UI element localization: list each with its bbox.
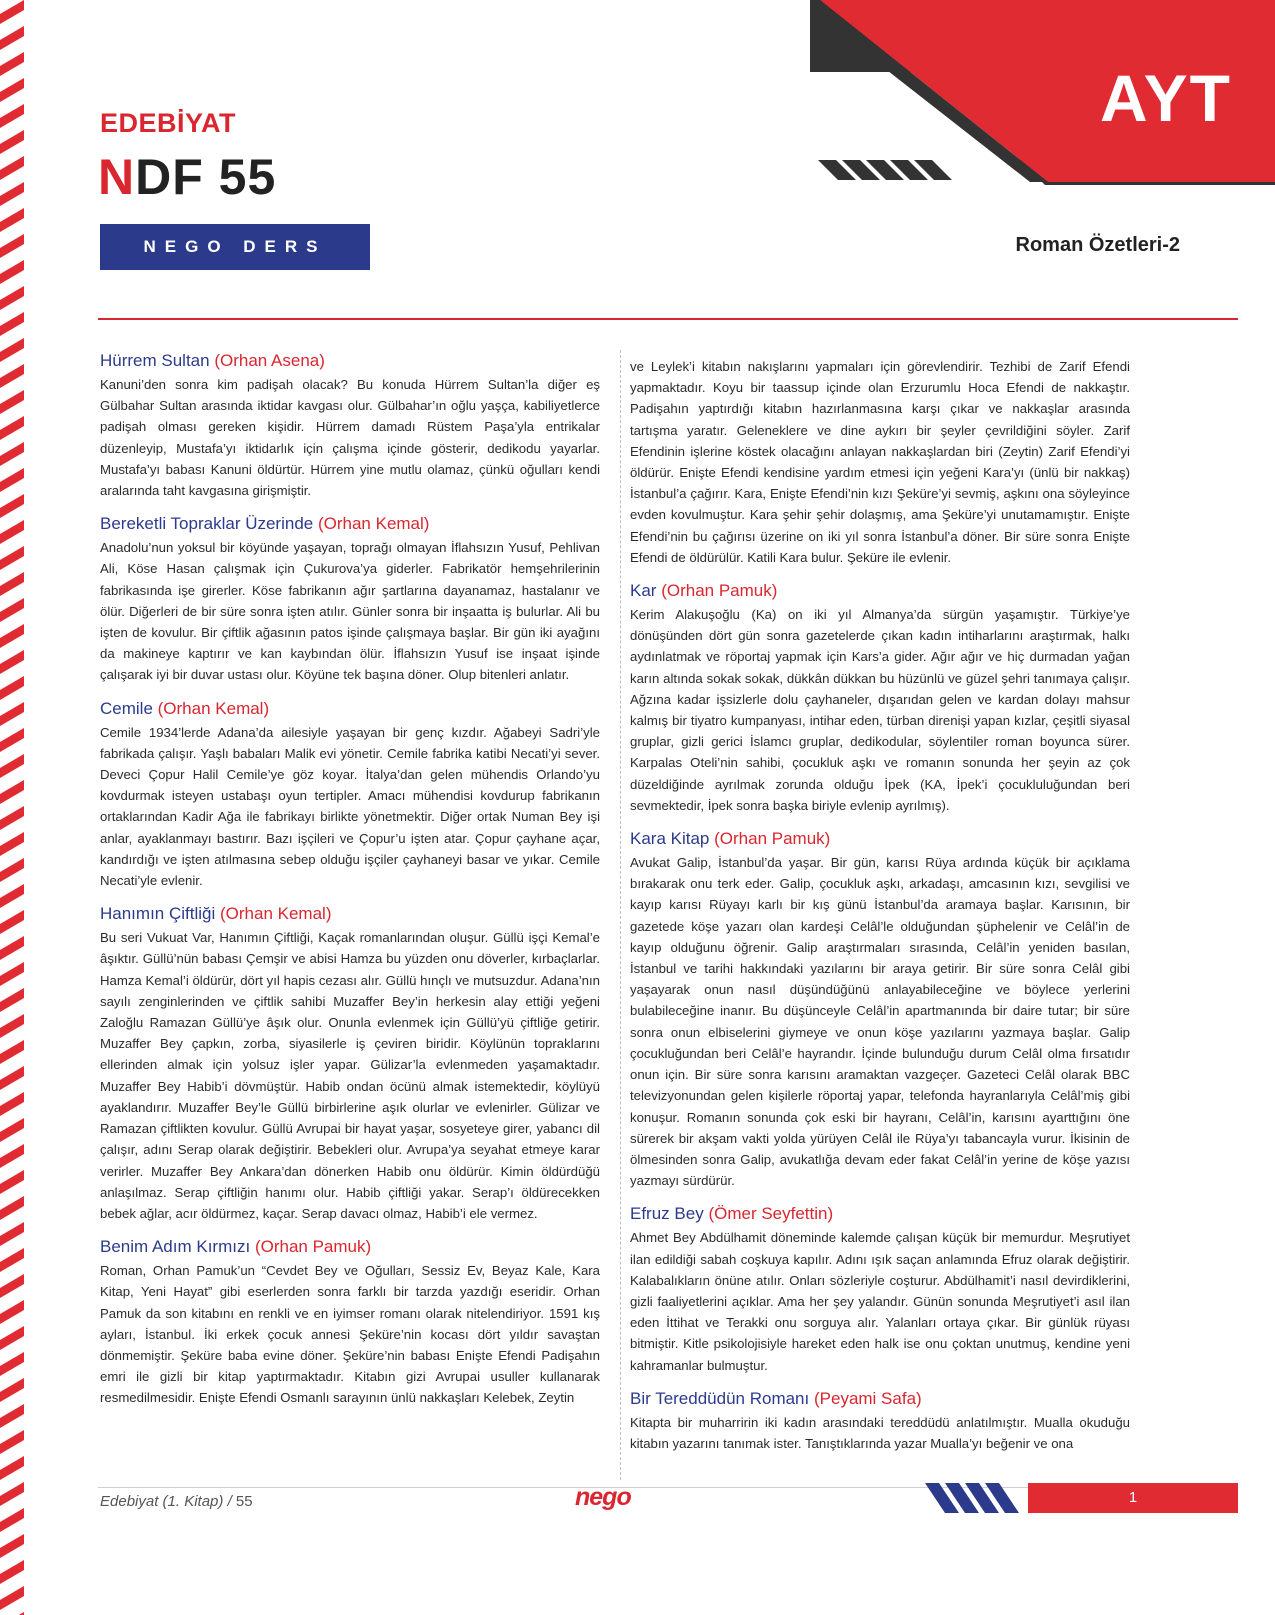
section-bir-tereddudun-romani (630, 1388, 1130, 1454)
section-heading (100, 350, 600, 372)
section-efruz-bey (630, 1203, 1130, 1375)
document-code (98, 148, 276, 206)
book-title: Benim Adım Kırmızı (100, 1237, 251, 1257)
section-heading (100, 513, 600, 535)
logo-text: nego (575, 1483, 631, 1511)
book-author: (Ömer Seyfettin) (708, 1204, 834, 1224)
book-title: Cemile (100, 698, 153, 718)
section-body: Anadolu’nun yoksul bir köyünde yaşayan, toprağı olmayan İflahsızın Yusuf, Pehlivan Ali, Köse Hasan çalışmak için Çukurova’ya giderler. Fabrikatör hemşehrilerinin fabrikasında işe girerler. Köse fabrikanın ağır şartlarına dayanamaz, hastalanır ve ölür. Diğerleri de bir süre sonra işten atılır. Günler sonra bir inşaatta iş bulurlar. Ali bu işten de kovulur. Bir çiftlik ağasının patos işinde çalışmaya başlar. Bir gün iki ayağını da makineye kaptırır ve kan kaybından ölür. İflahsızın Yusuf ise inşaat işinde çalışarak iyi bir duvar ustası olur. Köyüne tek başına döner. Olup bitenleri anlatır. (100, 540, 600, 683)
section-heading (100, 698, 600, 720)
section-heading (100, 903, 600, 925)
section-cemile (100, 698, 600, 892)
section-body: ve Leylek’i kitabın nakışlarını yapmaları için görevlendirir. Tezhibi de Zarif Efendi yapmaktadır. Koyu bir taassup içinde olan Erzurumlu Hoca Efendi de nakkaştır. Padişahın yaptırdığı kitabın hazırlanmasına karşı çıkar ve nakkaşlar arasında tartışma yaratır. Geleneklere ve dine aykırı bir şeyler çevrildiğini söyler. Zarif Efendinin işlerine köstek olacağını anlayan nakkaşlardan biri (Zeytin) Zarif Efendi’yi öldürür. Enişte Efendi kendisine yardım etmesi için yeğeni Kara’yı (ünlü bir nakkaş) İstanbul’a çağırır. Kara, Enişte Efendi’nin kızı Şeküre’yi sevmiş, aşkını ona söyleyince evden kovulmuştur. Kara şehir şehir dolaşmış, ama Şeküre’yi unutamamıştır. Enişte Efendi’nin bu çağırısı üzerine on iki yıl sonra İstanbul’a döner. Bir süre sonra Enişte Efendi de öldürülür. Katili Kara bulur. Şeküre ile evlenir. (630, 359, 1130, 565)
section-hurrem-sultan (100, 350, 600, 501)
page-number: 1 (1028, 1483, 1238, 1513)
section-body: Avukat Galip, İstanbul’da yaşar. Bir gün, karısı Rüya ardında küçük bir açıklama bırakarak onu terk eder. Galip, çocukluk aşkı, arkadaşı, amcasının kızı, sevgilisi ve kayıp karısı Rüyayı karlı bir kış günü İstanbul’da aramaya başlar. Karısının, bir gazetede köşe yazarı olan kardeşi Celâl’le olduğundan şüphelenir ve Celâl’in de kayıp olduğunu öğrenir. Galip araştırmaları sırasında, Celâl’in yeniden basılan, İstanbul ve tarihi hakkındaki yazılarını bir araya getirir. Bir süre sonra Celâl gibi yaşayarak onun nasıl düşündüğünü anlayabileceğine ve böylece yerlerini bulabileceğine inanır. Bu düşünceyle Celâl’in apartmanında bir daire tutar; bir süre sonra onun elbiselerini giymeye ve onun köşe yazılarını yazmaya başlar. Galip çocukluğundan beri Celâl’e hayrandır. İçinde bulunduğu durum Celâl olma fırsatıdır onun için. Bir süre sonra karısını aramaktan vazgeçer. Gazeteci Celâl olarak BBC televizyonundan gelen kişilerle röportaj yapar, telefonda hayranlarıyla Celâl’miş gibi konuşur. Romanın sonunda çok eski bir hayranı, Celâl’in, karısını ayarttığını öne sürerek bir akşam vakti yolda yürüyen Celâl ile Rüya’yı tabancayla vurur. İkisinin de ölmesinden sonra Galip, avukatlığa devam eder fakat Celâl’in yerine de köşe yazısı yazmayı sürdürür. (630, 855, 1130, 1189)
book-title: Efruz Bey (630, 1204, 704, 1224)
section-heading (630, 1388, 1130, 1410)
book-author: (Orhan Kemal) (220, 904, 332, 924)
book-title: Bir Tereddüdün Romanı (630, 1388, 810, 1408)
book-title: Kara Kitap (630, 829, 710, 849)
section-body: Ahmet Bey Abdülhamit döneminde kalemde çalışan küçük bir memurdur. Meşrutiyet ilan edildiği sabah coşkuya kapılır. Adını ışık saçan anlamında Efruz olarak değiştirir. Kalabalıkların önüne atılır. Onları sözleriyle coşturur. Abdülhamit’i nasıl devirdiklerini, gizli faaliyetlerini açıklar. Ama her şey yalandır. Günün sonunda Meşrutiyet’i asıl ilan eden İttihat ve Terakki onu sorguya alır. Yalanları ortaya çıkar. Bir günlük rüyası bitmiştir. Kitle psikolojisiyle hareket eden halk ise onu çoktan unutmuş, kendine yeni kahramanlar bulmuştur. (630, 1230, 1130, 1373)
section-heading (630, 828, 1130, 850)
section-body: Bu seri Vukuat Var, Hanımın Çiftliği, Kaçak romanlarından oluşur. Güllü işçi Kemal’e âşıktır. Güllü’nün babası Çemşir ve abisi Hamza bu yüzden onu döverler, kırbaçlarlar. Hamza Kemal’i öldürür, dört yıl hapis cezası alır. Güllü hınçlı ve mutsuzdur. Adana’nın sayılı zenginlerinden ve çiftlik sahibi Muzaffer Bey’in herkesin alay ettiği yeğeni Zaloğlu Ramazan Güllü’ye âşık olur. Onunla evlenmek için Güllü’yü çiftliğe getirir. Muzaffer Bey çapkın, zorba, siyasilerle iş çeviren biridir. Köylünün topraklarını ellerinden almak için yolsuz işler yapar. Gülizar’la evlenmeden yaşamaktadır. Muzaffer Bey Habib’i dövmüştür. Habib ondan öcünü almak istemektedir, köylüyü ayaklandırır. Muzaffer Bey’le Güllü birbirlerine aşık olurlar ve evlenirler. Gülizar ve Ramazan çiftlikten kovulur. Güllü Avrupai bir hayat yaşar, sosyeteye girer, yabancı dil çalışır, adını Serap olarak değiştirir. Bebekleri olur. Avrupa’ya seyahat etmeye karar verirler. Muzaffer Bey Ankara’dan dönerken Habib onu öldürür. Kimin öldürdüğü anlaşılmaz. Serap çiftliğin hanımı olur. Habib çiftliği yakar. Serap’ı öldürecekken bebek ağlar, acır öldürmez, kaçar. Serap davacı olmaz, Habib’i ele vermez. (100, 930, 600, 1221)
series-label: NEGO DERS FÖYÜ (100, 224, 370, 270)
footer-separator: / (227, 1493, 232, 1510)
column-divider (620, 350, 621, 1480)
exam-label: AYT (1100, 61, 1232, 135)
section-body: Kanuni’den sonra kim padişah olacak? Bu konuda Hürrem Sultan’la diğer eş Gülbahar Sultan arasında iktidar kavgası olur. Gülbahar’ın oğlu yaşça, kabiliyetlerce padişah olması gereken kişidir. Hürrem damadı Rüstem Paşa’yla entrikalar düzenleyip, Mustafa’yı iktidarlık için çalışma içinde gösterir, dedikodu yayarlar. Mustafa’yı babası Kanuni öldürtür. Hürrem yine mutlu olamaz, çünkü oğulları kendi aralarında taht kavgasına girişmiştir. (100, 377, 600, 499)
header-divider (98, 318, 1238, 320)
book-author: (Orhan Kemal) (317, 514, 430, 534)
publisher-logo (575, 1483, 665, 1513)
section-heading (630, 1203, 1130, 1225)
section-benim-adim-kirmizi-continued (630, 356, 1130, 568)
book-author: (Orhan Asena) (214, 351, 325, 370)
section-kara-kitap (630, 828, 1130, 1191)
section-benim-adim-kirmizi (100, 1236, 600, 1408)
book-title: Kar (630, 581, 657, 601)
book-title: Bereketli Topraklar Üzerinde (100, 514, 314, 534)
chevron-icon (925, 1483, 1025, 1513)
section-heading (100, 1236, 600, 1258)
book-author: (Orhan Pamuk) (254, 1237, 372, 1257)
book-author: (Orhan Kemal) (157, 698, 270, 718)
section-kar (630, 580, 1130, 816)
section-body: Kitapta bir muharririn iki kadın arasındaki tereddüdü anlatılmıştır. Mualla okuduğu kitabın yazarını tanımak ister. Tanıştıklarında yazar Mualla’yı beğenir ve ona (630, 1414, 1130, 1451)
book-author: (Orhan Pamuk) (661, 581, 778, 601)
subject-title: EDEBİYAT (100, 108, 237, 138)
footer-book-title: Edebiyat (1. Kitap) (100, 1493, 224, 1510)
section-body: Cemile 1934’lerde Adana’da ailesiyle yaşayan bir genç kızdır. Ağabeyi Sadri’yle fabrikada çalışır. Yaşlı babaları Malik evi yönetir. Cemile fabrika katibi Necati’yi sever. Deveci Çopur Halil Cemile’ye göz koyar. İtalya’dan gelen mühendis Orlando’yu kovdurmak isteyen ustabaşı oyun tertipler. Amacı mühendisi kovdurup fabrikanın ortaklarından Kadir Ağa ile fabrikayı birlikte yönetmektir. Diğer ortak Numan Bey işi anlar, ayaklanmayı bastırır. Bazı işçileri ve Çopur’u işten atar. Çopur çayhane açar, kandırdığı ve işten atılmasına sebep olduğu işçiler çayhaneyi basar ve yıkar. Cemile Necati’yle evlenir. (100, 724, 600, 889)
section-body: Kerim Alakuşoğlu (Ka) on iki yıl Almanya’da sürgün yaşamıştır. Türkiye’ye dönüşünden dört gün sonra gazetelerde çıkan kadın intiharlarını araştırmak, halkı aydınlatmak ve röportaj yapmak için Kars’a gider. Ağır ağır ve hiç durmadan yağan karın altında sokak sokak, dükkân dükkan bu hüzünlü ve güzel şehri tanımaya çalışır. Ağzına kadar işsizlerle dolu çayhaneler, dışarıdan gelen ve kardan dolayı mahsur kalmış bir tiyatro kumpanyası, intihar eden, türban direnişi yapan kızlar, çeşitli siyasal gruplar, gizli gerici İslamcı gruplar, dedikodular, söylentiler roman boyunca sürer. Karpalas Oteli’nin sahibi, çocukluk aşkı ve romanın sonunda her şeyin az çok düzeldiğinde ayrılmak zorunda olduğu İpek (KA, İpek’i çocukluluğundan beri sevmektedir, İpek sonra başka biriyle evlenip ayrılmış). (630, 607, 1130, 813)
book-author: (Peyami Safa) (813, 1388, 922, 1408)
section-bereketli-topraklar (100, 513, 600, 685)
section-hanimin-ciftligi (100, 903, 600, 1224)
section-body: Roman, Orhan Pamuk’un “Cevdet Bey ve Oğulları, Sessiz Ev, Beyaz Kale, Kara Kitap, Yeni Hayat” gibi eserlerden sonra farklı bir tarzda yazdığı eseridir. Orhan Pamuk da son kitabını en renkli ve en iyimser romanı olarak nitelendiriyor. 1591 kış ayları, İstanbul. İki erkek çocuk annesi Şeküre’nin kocası dört yıldır savaştan dönmemiştir. Şeküre baba evine döner. Şeküre’nin babası Enişte Efendi Padişahın emri ile gizli bir kitap yaptırmaktadır. Kitabın gizi Avrupai usuller kullanarak resmedilmesidir. Enişte Efendi Osmanlı sarayının ünlü nakkaşları Kelebek, Zeytin (100, 1263, 600, 1406)
topic-title: Roman Özetleri-2 (1015, 234, 1180, 256)
left-column (100, 350, 600, 1421)
book-author: (Orhan Pamuk) (714, 829, 831, 849)
footer-reference (100, 1493, 253, 1510)
footer-page-ref: 55 (235, 1493, 253, 1510)
code-number: DF 55 (135, 149, 277, 205)
book-title: Hürrem Sultan (100, 351, 210, 370)
book-title: Hanımın Çiftliği (100, 904, 216, 924)
right-column (630, 356, 1130, 1466)
decorative-stripe-bar (0, 0, 24, 1615)
section-heading (630, 580, 1130, 602)
code-prefix: N (98, 149, 136, 205)
